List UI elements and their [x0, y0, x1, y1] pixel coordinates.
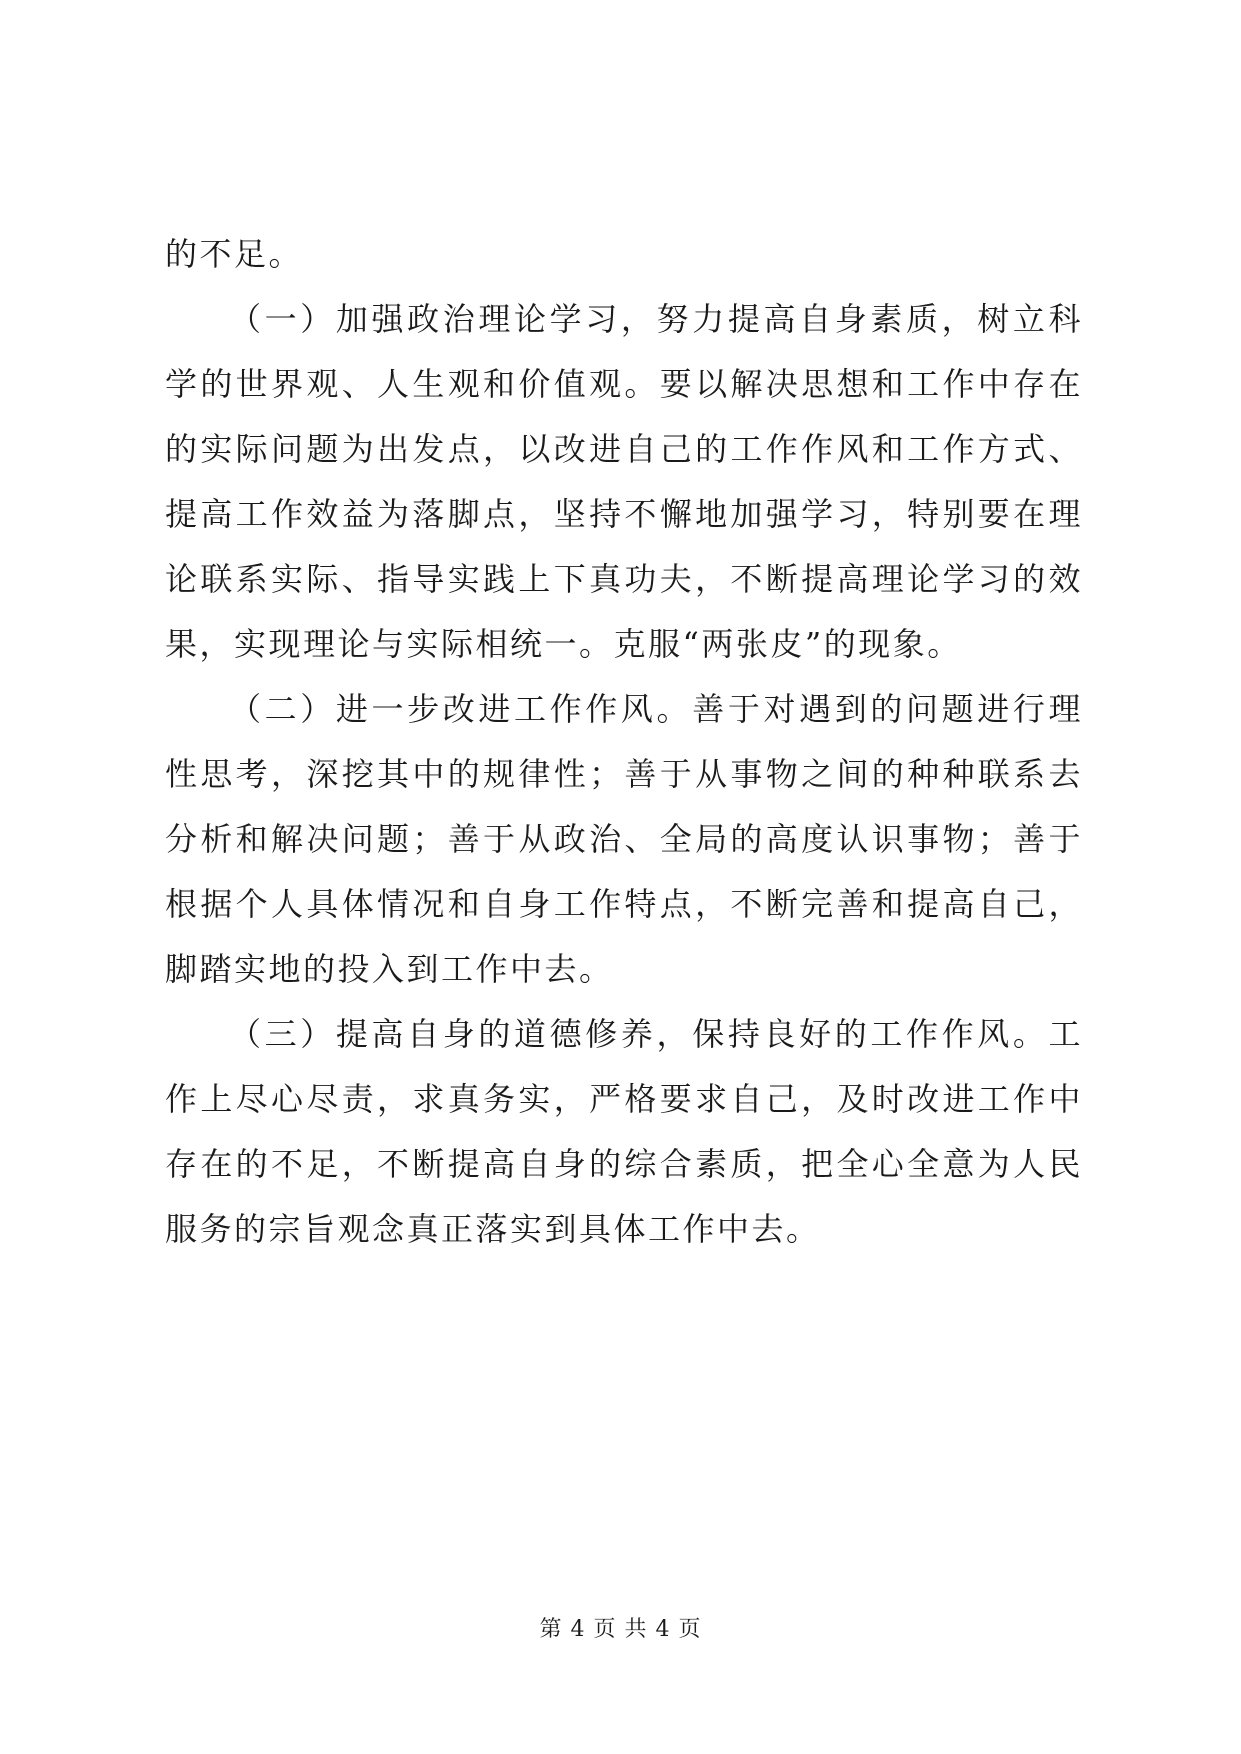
paragraph-section-3: （三）提高自身的道德修养，保持良好的工作作风。工作上尽心尽责，求真务实，严格要求自己，及时改进工作中存在的不足，不断提高自身的综合素质，把全心全意为人民服务的宗旨观念真正落实到具体工作中去。	[165, 1015, 1083, 1248]
document-body	[165, 222, 1083, 1262]
page-number-footer: 第 4 页 共 4 页	[539, 1617, 702, 1642]
paragraph-section-1: （一）加强政治理论学习，努力提高自身素质，树立科学的世界观、人生观和价值观。要以解决思想和工作中存在的实际问题为出发点，以改进自己的工作作风和工作方式、提高工作效益为落脚点，坚持不懈地加强学习，特别要在理论联系实际、指导实践上下真功夫，不断提高理论学习的效果，实现理论与实际相统一。克服“两张皮”的现象。	[165, 300, 1083, 663]
paragraph-continuation: 的不足。	[165, 235, 304, 273]
paragraph-section-2: （二）进一步改进工作作风。善于对遇到的问题进行理性思考，深挖其中的规律性；善于从事物之间的种种联系去分析和解决问题；善于从政治、全局的高度认识事物；善于根据个人具体情况和自身工作特点，不断完善和提高自己，脚踏实地的投入到工作中去。	[165, 690, 1083, 988]
